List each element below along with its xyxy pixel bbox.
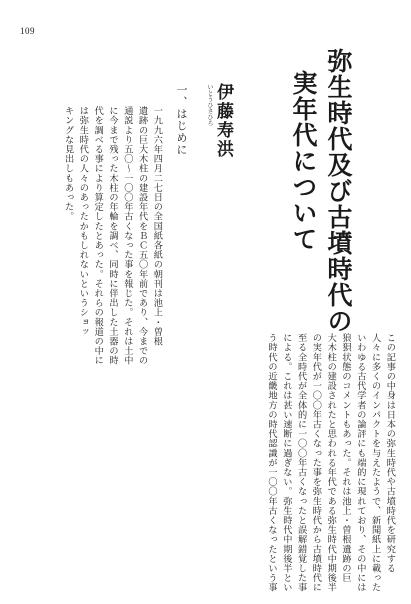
text-column: 通説より五〇～一〇〇年古くなった事を報じた。それは土中 [121,106,133,366]
text-column: 遺跡の巨大木柱の建設年代をＢＣ五〇年前であり、今までの [136,106,148,366]
page-number: 109 [20,26,35,36]
text-column: に今まで残った木柱の年輪を調べ、同時に伴出した土器の時 [107,106,118,366]
text-column: による。これは甚い速断に過ぎない。弥生時代中期後半とい [280,333,292,593]
text-column: キングな見出しもあった。 [62,106,74,222]
text-column: いわゆる古代学者の論評にも端的に現れており、その中には [354,333,366,593]
author-ruby: いとうひさひろ [206,84,213,126]
text-column: 大木柱の建設されたと思われる年代である弥生時代中期後半 [325,333,337,593]
text-column: 狼狽状態のコメントもあった。それは池上・曽根遺跡の巨 [340,333,351,583]
title-line-1: 弥生時代及び古墳時代の [324,48,353,334]
author-name: 伊藤寿洪 [213,83,233,159]
text-column: 至る全時代が全体的に一〇〇年古くなったと誤解錯覚した事 [295,333,307,593]
section-heading: 一、はじめに [175,84,188,156]
text-column: う時代の近畿地方の時代認識が一〇〇年古くなったという事 [266,333,277,593]
text-column: この記事の中身は日本の弥生時代や古墳時代を研究する [384,333,396,573]
text-column: 代を調べる事により算定したとあった。それらの報道の中に [92,106,104,366]
text-column: の実年代が一〇〇年古くなった事を弥生時代から古墳時代に [310,333,322,593]
title-line-2: 実年代について [289,70,318,252]
text-column: 一九九六年四月二七日の全国紙各紙の朝刊は池上・曽根 [151,106,163,346]
text-column: は弥生時代の人々のあったかもしれないというショッ [77,106,89,337]
text-column: 人々に多くのインパクトを与えたようで、新聞紙上に載った [369,333,381,593]
